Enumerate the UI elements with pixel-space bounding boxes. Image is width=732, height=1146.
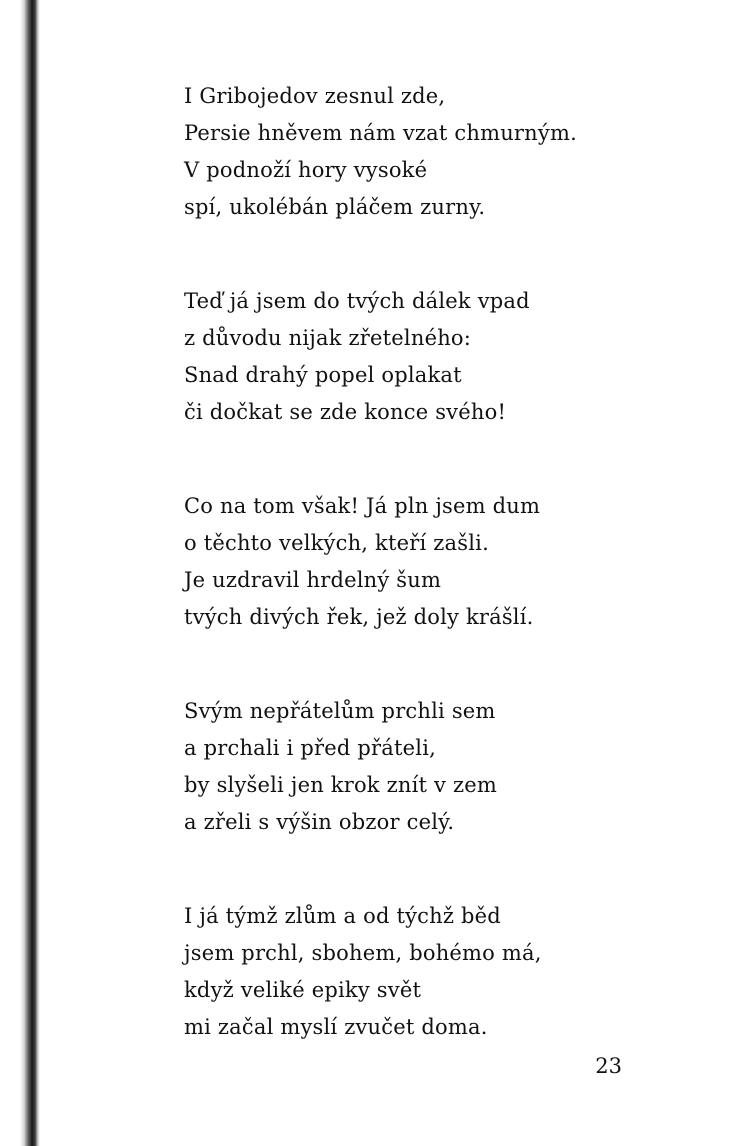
book-gutter-shadow <box>0 0 40 1146</box>
poem-line: když veliké epiky svět <box>184 978 422 1002</box>
poem-line: Je uzdravil hrdelný šum <box>184 568 442 592</box>
stanza-1 <box>184 78 704 226</box>
stanza-2 <box>184 283 704 431</box>
poem-line: spí, ukolébán pláčem zurny. <box>184 195 486 219</box>
poem-line: jsem prchl, sbohem, bohémo má, <box>184 941 542 965</box>
poem-line: tvých divých řek, jež doly krášlí. <box>184 605 534 629</box>
poem-line: I já týmž zlům a od týchž běd <box>184 904 501 928</box>
page-number: 23 <box>595 1054 622 1078</box>
poem-line: z důvodu nijak zřetelného: <box>184 326 472 350</box>
poem-line: a prchali i před přáteli, <box>184 736 436 760</box>
stanza-3 <box>184 488 704 636</box>
poem-line: a zřeli s výšin obzor celý. <box>184 810 455 834</box>
poem-line: Teď já jsem do tvých dálek vpad <box>184 289 530 313</box>
stanza-5 <box>184 898 704 1046</box>
poem-line: Co na tom však! Já pln jsem dum <box>184 494 541 518</box>
poem <box>184 78 704 1103</box>
poem-line: Snad drahý popel oplakat <box>184 363 462 387</box>
poem-line: by slyšeli jen krok znít v zem <box>184 773 497 797</box>
poem-line: I Gribojedov zesnul zde, <box>184 84 446 108</box>
poem-line: o těchto velkých, kteří zašli. <box>184 531 489 555</box>
poem-line: Persie hněvem nám vzat chmurným. <box>184 121 577 145</box>
stanza-4 <box>184 693 704 841</box>
poem-line: mi začal myslí zvučet doma. <box>184 1015 488 1039</box>
poem-line: V podnoží hory vysoké <box>184 158 428 182</box>
poem-line: Svým nepřátelům prchli sem <box>184 699 496 723</box>
poem-line: či dočkat se zde konce svého! <box>184 400 507 424</box>
